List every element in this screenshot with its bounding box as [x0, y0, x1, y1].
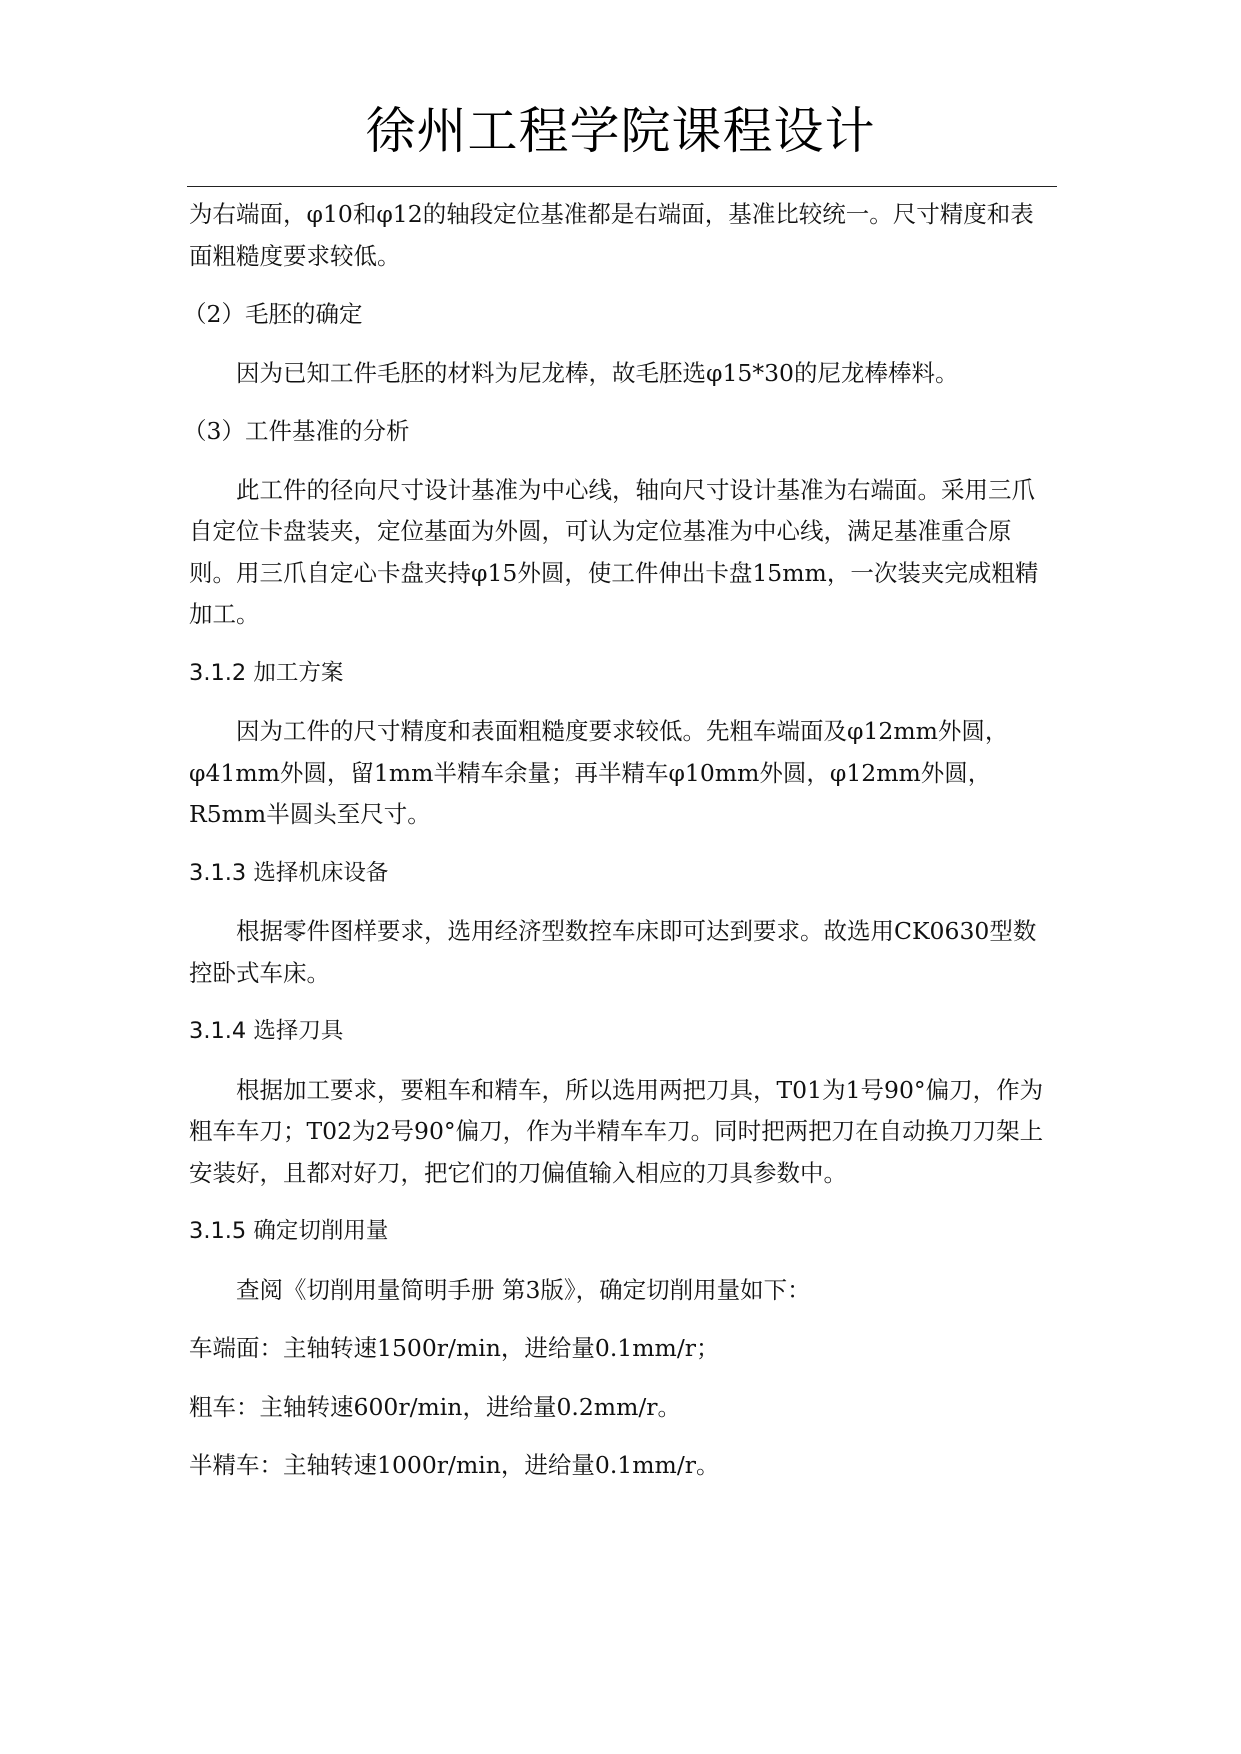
paragraph-tool-selection: 根据加工要求，要粗车和精车，所以选用两把刀具，T01为1号90°偏刀，作为粗车车刀；T02为2号90°偏刀，作为半精车车刀。同时把两把刀在自动换刀刀架上安装好，且都对好刀，把它们的刀偏值输入相应的刀具参数中。 — [189, 1075, 1044, 1187]
section-heading-3-1-3: 3.1.3 选择机床设备 — [189, 859, 389, 886]
subheading-blank: （2）毛胚的确定 — [183, 300, 363, 328]
paragraph-blank: 因为已知工件毛胚的材料为尼龙棒，故毛胚选φ15*30的尼龙棒棒料。 — [236, 358, 959, 387]
parameter-line-facing: 车端面：主轴转速1500r/min，进给量0.1mm/r； — [189, 1334, 720, 1362]
section-heading-3-1-2: 3.1.2 加工方案 — [189, 659, 344, 686]
document-body — [183, 194, 1057, 1487]
parameter-line-semi-finish: 半精车：主轴转速1000r/min，进给量0.1mm/r。 — [189, 1451, 720, 1479]
section-heading-3-1-4: 3.1.4 选择刀具 — [189, 1018, 344, 1044]
section-heading-3-1-5: 3.1.5 确定切削用量 — [189, 1218, 389, 1244]
page-header-title: 徐州工程学院课程设计 — [365, 102, 876, 160]
header-divider — [187, 186, 1057, 187]
parameter-line-rough: 粗车：主轴转速600r/min，进给量0.2mm/r。 — [189, 1392, 682, 1421]
paragraph-machine-selection: 根据零件图样要求，选用经济型数控车床即可达到要求。故选用CK0630型数控卧式车床。 — [189, 917, 1037, 987]
paragraph-machining-plan: 因为工件的尺寸精度和表面粗糙度要求较低。先粗车端面及φ12mm外圆，φ41mm外圆，留1mm半精车余量；再半精车φ10mm外圆，φ12mm外圆，R5mm半圆头至尺寸。 — [189, 717, 1009, 828]
paragraph-cutting-parameters: 查阅《切削用量简明手册 第3版》，确定切削用量如下： — [236, 1275, 811, 1304]
subheading-datum: （3）工件基准的分析 — [183, 417, 410, 445]
paragraph-datum: 此工件的径向尺寸设计基准为中心线，轴向尺寸设计基准为右端面。采用三爪自定位卡盘装夹，定位基面为外圆，可认为定位基准为中心线，满足基准重合原则。用三爪自定心卡盘夹持φ15外圆，使工件伸出卡盘15mm，一次装夹完成粗精加工。 — [189, 475, 1039, 628]
paragraph-continuation: 为右端面，φ10和φ12的轴段定位基准都是右端面，基准比较统一。尺寸精度和表面粗糙度要求较低。 — [189, 200, 1034, 270]
